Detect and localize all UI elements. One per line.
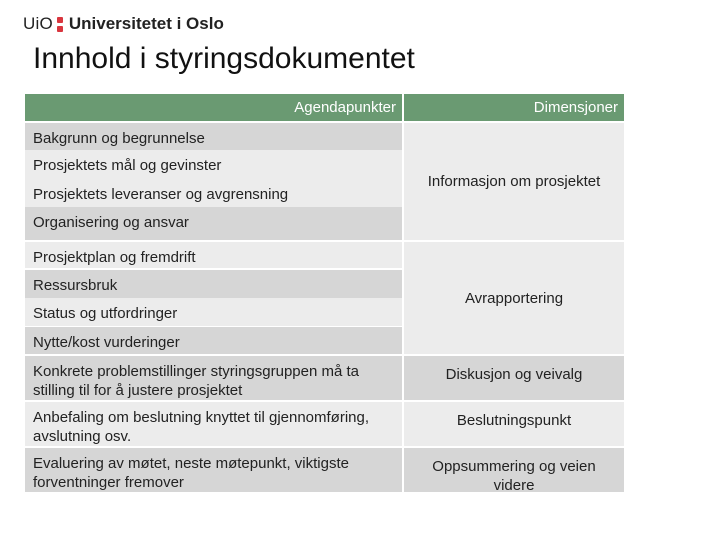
logo-mark-icon (57, 17, 63, 32)
dimension-cell: Avrapportering (404, 242, 624, 354)
agenda-item: Status og utfordringer (25, 298, 402, 326)
agenda-item: Organisering og ansvar (25, 207, 402, 240)
agenda-item: Prosjektets mål og gevinster (25, 150, 402, 179)
agenda-item: Prosjektets leveranser og avgrensning (25, 179, 402, 207)
agenda-table (25, 94, 624, 492)
agenda-item: Konkrete problemstillinger styringsgruppen må ta stilling til for å justere prosjektet (25, 356, 402, 400)
agenda-item: Ressursbruk (25, 270, 402, 298)
agenda-item: Nytte/kost vurderinger (25, 327, 402, 354)
dimension-cell: Informasjon om prosjektet (404, 123, 624, 240)
dimension-cell: Beslutningspunkt (404, 402, 624, 446)
agenda-item: Bakgrunn og begrunnelse (25, 123, 402, 150)
org-name: Universitetet i Oslo (68, 14, 224, 33)
university-logo (23, 13, 224, 35)
agenda-item: Anbefaling om beslutning knyttet til gjennomføring, avslutning osv. (25, 402, 402, 446)
dimension-cell: Oppsummering og veien videre (404, 448, 624, 492)
agenda-item: Prosjektplan og fremdrift (25, 242, 402, 268)
dimension-cell: Diskusjon og veivalg (404, 356, 624, 400)
column-header-dimensions: Dimensjoner (404, 94, 624, 121)
slide-title: Innhold i styringsdokumentet (33, 42, 415, 75)
agenda-item: Evaluering av møtet, neste møtepunkt, viktigste forventninger fremover (25, 448, 402, 492)
column-header-agenda: Agendapunkter (25, 94, 402, 121)
logo-text: UiO (23, 14, 53, 33)
